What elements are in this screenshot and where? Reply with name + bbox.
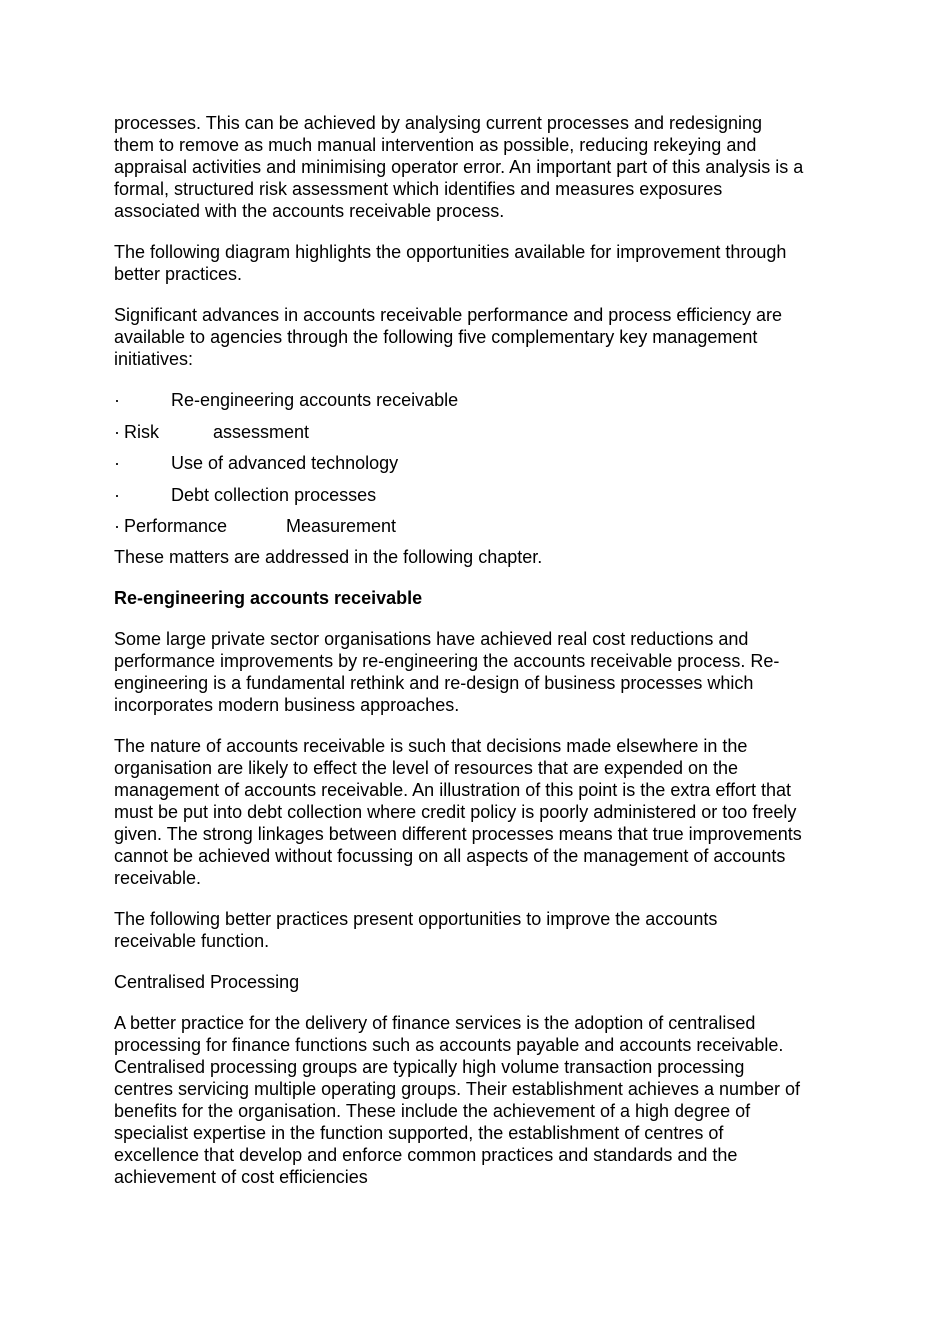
bullet-marker: ·: [114, 390, 120, 410]
document-page: [114, 112, 804, 1207]
list-item: [114, 389, 804, 411]
section-heading: Re-engineering accounts receivable: [114, 588, 423, 609]
list-item-label: Measurement: [286, 516, 397, 537]
bullet-marker: ·: [114, 484, 120, 505]
subsection-heading: Centralised Processing: [114, 972, 300, 993]
intro-paragraph-3: Significant advances in accounts receivable performance and process efficiency are available to agencies through the following five complementary key management initiatives:: [114, 305, 783, 369]
list-item: [114, 515, 804, 537]
list-item: [114, 452, 804, 474]
bullet-marker: ·: [114, 421, 120, 442]
list-item-label-prefix: Risk: [124, 421, 159, 442]
final-paragraph: A better practice for the delivery of finance services is the adoption of centralised processing for finance functions such as accounts payable and accounts receivable. Centralised processing groups are typically high volume transaction processing centres servicing multiple operating groups. Their establishment achieves a number of benefits for the organisation. These include the achievement of a high degree of specialist expertise in the function supported, the establishment of centres of excellence that develop and enforce common practices and standards and the achievement of cost efficiencies: [114, 1013, 801, 1188]
intro-paragraph-2: The following diagram highlights the opportunities available for improvement through better practices.: [114, 242, 787, 284]
list-item-label: Re-engineering accounts receivable: [171, 390, 459, 410]
list-item: [114, 484, 804, 506]
bullet-marker: ·: [114, 516, 120, 537]
intro-paragraph-1: processes. This can be achieved by analysing current processes and redesigning them to remove as much manual intervention as possible, reducing rekeying and appraisal activities and minimising operator error. An important part of this analysis is a formal, structured risk assessment which identifies and measures exposures associated with the accounts receivable process.: [114, 113, 804, 221]
bullet-marker: ·: [114, 453, 120, 474]
section-paragraph-3: The following better practices present opportunities to improve the accounts receivable function.: [114, 909, 718, 952]
list-item: [114, 421, 804, 443]
after-list-paragraph: These matters are addressed in the following chapter.: [114, 547, 543, 568]
section-paragraph-1: Some large private sector organisations have achieved real cost reductions and performance improvements by re-engineering the accounts receivable process. Re-engineering is a fundamental rethink and re-design of business processes which incorporates modern business approaches.: [114, 629, 780, 716]
section-paragraph-2: The nature of accounts receivable is such that decisions made elsewhere in the organisation are likely to effect the level of resources that are expended on the management of accounts receivable. An illustration of this point is the extra effort that must be put into debt collection where credit policy is poorly administered or too freely given. The strong linkages between different processes means that true improvements cannot be achieved without focussing on all aspects of the management of accounts receivable.: [114, 736, 802, 889]
list-item-label: Debt collection processes: [171, 484, 377, 505]
initiatives-list: [114, 389, 804, 537]
list-item-label: Use of advanced technology: [171, 453, 399, 474]
list-item-label-prefix: Performance: [124, 516, 228, 537]
list-item-label: assessment: [213, 421, 310, 442]
